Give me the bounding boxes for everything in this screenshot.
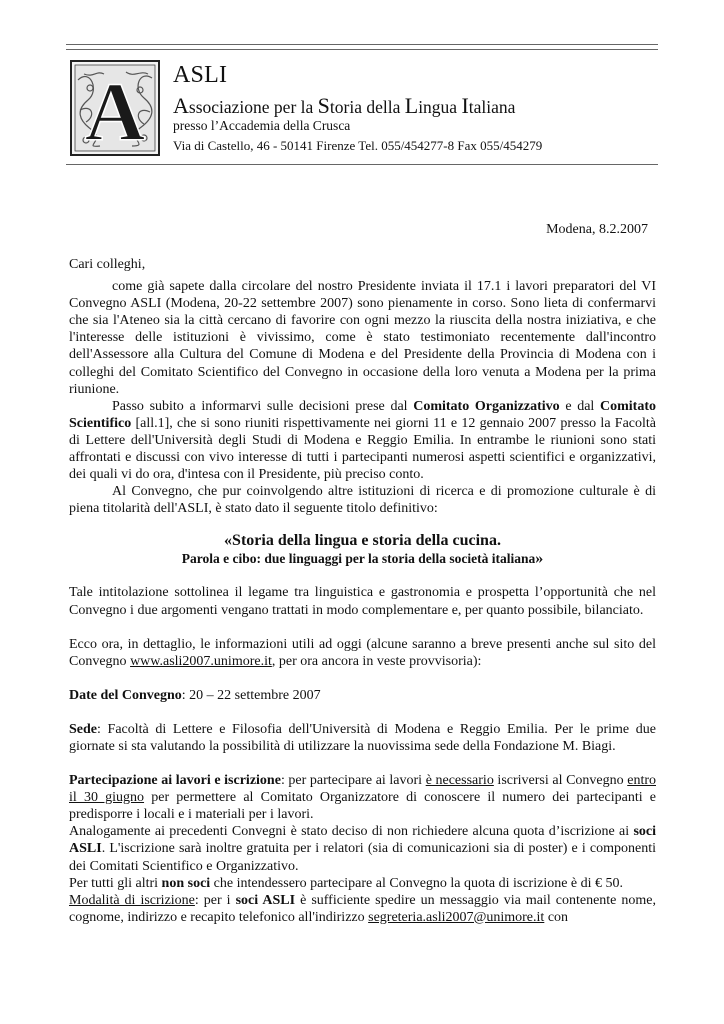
paragraph-registration: Partecipazione ai lavori e iscrizione: per partecipare ai lavori è necessario iscriversi al Convegno entro il 30 giugno per permettere al Comitato Organizzatore di conoscere il numero dei partecipanti e predisporre i locali e i materiali per i lavori. <box>69 773 657 823</box>
org-host: presso l’Accademia della Crusca <box>173 118 351 133</box>
header-second-rule <box>66 49 658 50</box>
paragraph-title-note: Tale intitolazione sottolinea il legame tra linguistica e gastronomia e prospetta l’opportunità che nel Convegno i due argomenti vengano trattati in modo complementare e, per quanto possibile, bilanciato. <box>69 585 656 618</box>
logo-letter: A <box>84 66 146 156</box>
conference-title: «Storia della lingua e storia della cucina. <box>224 532 501 550</box>
letter-body <box>69 256 656 926</box>
paragraph-nonmember-fee: Per tutti gli altri non soci che intendessero partecipare al Convegno la quota di iscrizione è di € 50. <box>69 875 624 891</box>
paragraph-intro: come già sapete dalla circolare del nostro Presidente inviata il 17.1 i lavori preparatori del VI Convegno ASLI (Modena, 20-22 settembre 2007) sono pienamente in corso. Sono lieta di confermarvi che sia l'Ateneo sia la città cercano di favorire con ogni mezzo la riuscita della nostra iniziativa, e che l'interesse delle istituzioni è vivissimo, come è stato testimoniato recentemente dall'incontro dell'Assessore alla Cultura del Comune di Modena e del Presidente della Provincia di Modena con i colleghi del Comitato Scientifico del Convegno in occasione della loro venuta a Modena per la prima riunione. <box>69 279 656 397</box>
paragraph-member-fee: Analogamente ai precedenti Convegni è stato deciso di non richiedere alcuna quota d’iscrizione ai soci ASLI. L'iscrizione sarà inoltre gratuita per i relatori (sia di comunicazioni sia di poster) e i componenti dei Comitati Scientifico e Organizzativo. <box>69 824 656 874</box>
asli-logo-emblem <box>70 60 160 156</box>
conference-subtitle: Parola e cibo: due linguaggi per la storia della società italiana» <box>181 550 544 568</box>
paragraph-committees: Passo subito a informarvi sulle decisioni prese dal Comitato Organizzativo e dal Comitato Scientifico [all.1], che si sono riuniti rispettivamente nei giorni 11 e 12 gennaio 2007 presso la Facoltà di Lettere dell'Università degli Studi di Modena e Reggio Emilia. In entrambe le riunioni sono stati affrontati e discussi con vivo interesse di tutti i partecipanti numerosi aspetti scientifici e organizzativi, dei quali vi do ora, d'intesa con il Presidente, più preciso conto. <box>69 398 656 483</box>
org-address: Via di Castello, 46 - 50141 Firenze Tel. 055/454277-8 Fax 055/454279 <box>173 138 543 153</box>
conference-website-link[interactable]: www.asli2007.unimore.it <box>130 653 272 669</box>
paragraph-info: Ecco ora, in dettaglio, le informazioni utili ad oggi (alcune saranno a breve presenti anche sul sito del Convegno www.asli2007.unimore.it, per ora ancora in veste provvisoria): <box>69 636 656 669</box>
paragraph-title-intro: Al Convegno, che pur coinvolgendo altre istituzioni di ricerca e di promozione culturale è di piena titolarità dell'ASLI, è stato dato il seguente titolo definitivo: <box>69 484 656 517</box>
org-acronym: ASLI <box>173 62 228 88</box>
salutation: Cari colleghi, <box>69 257 146 272</box>
letter-date: Modena, 8.2.2007 <box>546 222 648 237</box>
header-top-rule <box>66 44 658 45</box>
paragraph-registration-method: Modalità di iscrizione: per i soci ASLI è sufficiente spedire un messaggio via mail contenente nome, cognome, indirizzo e recapito telefonico all'indirizzo segreteria.asli2007@unimore.it con <box>69 892 656 925</box>
header-bottom-rule <box>66 164 658 165</box>
org-full-name: Associazione per la Storia della Lingua Italiana <box>173 93 516 118</box>
paragraph-venue: Sede: Facoltà di Lettere e Filosofia dell'Università di Modena e Reggio Emilia. Per le prime due giornate si sta valutando la possibilità di utilizzare la nuovissima sede della Fondazione M. Biagi. <box>69 721 656 754</box>
paragraph-dates: Date del Convegno: 20 – 22 settembre 2007 <box>69 687 321 703</box>
secretariat-email-link[interactable]: segreteria.asli2007@unimore.it <box>368 909 545 925</box>
